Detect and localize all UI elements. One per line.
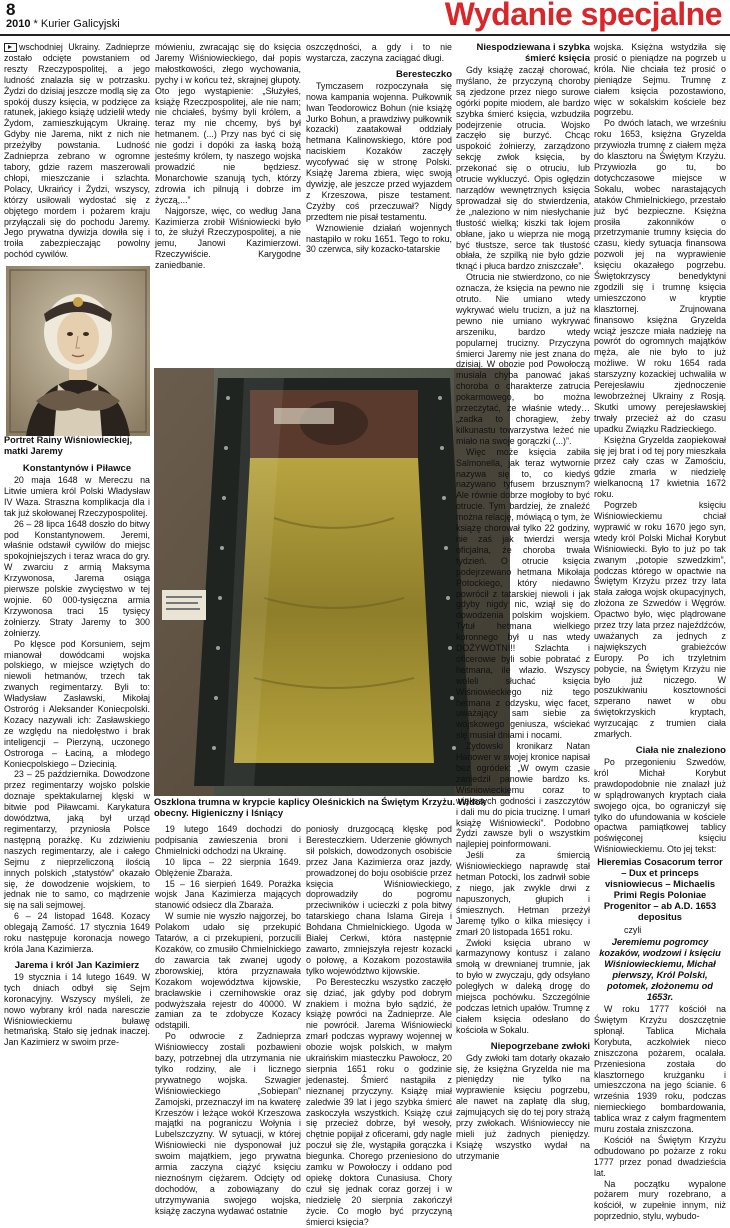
portrait-caption: Portret Rainy Wiśniowieckiej, matki Jaremy	[4, 435, 133, 456]
subheading: Jarema i król Jan Kazimierz	[14, 959, 140, 971]
paragraph: Po przegonieniu Szwedów, król Michał Korybut prawdopodobnie nie znalazł już w splądrowanych kryptach ciała swojego ojca, bo ograniczył się tylko do ufundowania w kościele opactwa pamiątkowej tablicy poświęconej księciu Wiśniowieckiemu. Oto jej tekst:	[594, 757, 726, 855]
paragraph: Więc może księcia zabiła Salmonella, jak teraz wytwornie nazywa się to, co kiedyś nazywano tyfusem brzusznym? Ale równie dobrze mogłoby to być otrucie. Tym bardziej, że znaleźć można relację, mówiącą o tym, że książę chorował tylko 22 godziny, nie zaś jak twierdzi wersja oficjalna, że choroba trwała tydzień. O otrucie księcia podejrzewano hetmana Mikołaja Potockiego, który niedawno powrócił z tatarskiej niewoli i jak gdyby nigdy nic, wziął się do dowodzenia polskim wojskiem. Tytuł hetmana wielkiego koronnego był u nas wtedy DOŻYWOTNI!! Szlachta i oficerowie byli sobie pobratać z hetmana, ile wlazło. Wszyscy woleli słuchać księcia Wiśniowieckiego niż tego hetmana z odzysku, więc facet, uważający sam siebie za wojskowego geniusza, wściekać się musiał dniami i nocami.	[456, 446, 590, 741]
paragraph: 26 – 28 lipca 1648 doszło do bitwy pod Konstantynowem. Jeremi, właśnie odstawił cywilów do miejsc spokojniejszych i teraz wraca do gry. W zwarciu z armią Maksyma Krzywonosa, Jarema osiąga pierwsze polskie zwycięstwo w tej wojnie. 60 000-tysięczna armia Krzywonosa traci 15 tysięcy żołnierzy. Straty Jaremy to 300 żołnierzy.	[4, 518, 150, 638]
paragraph: W sumie nie wyszło najgorzej, bo Polakom udało się przekupić Tatarów, a ci przekupieni, porzucili Kozaków, co zmusiło Chmielnickiego do zawarcia tak zwanej ugody zborowskiej, która przyznawała Kozakom województwa kijowskie, bracławskie i czernihowskie oraz podwyższała rejestr do 40000. W zamian za te zdobycze Kozacy odstąpili.	[155, 911, 301, 1031]
paragraph: 23 – 25 października. Dowodzone przez regimentarzy wojsko polskie doznaje spektakularnej klęski w bitwie pod Piławcami. Karykatura dowództwa, jaką był urząd regimentarzy, przyniosła Polsce następną porażkę. Ku zdziwieniu naszych regimentarzy, ale i całego Sejmu z nieprzeliczoną ilością innych polskich „statystów” okazało się, że dowodzenie wojskiem, to jednak nie to samo, co mądrzenie się na sali sejmowej.	[4, 769, 150, 911]
latin-inscription: Hieremias Cosacorum terror – Dux et princeps visniowiecus – Michaelis Primi Regis Poloniae Progenitor – ab A.D. 1653 depositus	[597, 857, 723, 923]
subheading: Konstantynów i Piławce	[22, 463, 132, 474]
subheading: Niespodziewana i szybka śmierć księcia	[476, 42, 590, 64]
column-3-top	[306, 42, 452, 364]
paragraph: Gdy książę zaczął chorować, myślano, że przyczyną choroby są zjedzone przez niego surowe ogórki popite miodem, ale bardzo szybka śmierć księcia, wzbudziła podejrzenie otrucia. Wojsko zaczęło się burzyć. Chcąc uspokoić żołnierzy, zarządzono sekcję zwłok księcia, by przekonać się o otruciu, lub otrucie wykluczyć. Opis ogłędzin narządów wewnętrznych księcia sprowadzał się do stwierdzenia, że „naleziono w nim niesłychanie tłustość wielką; kiszki tak łojem obłane, jako u wieprza nie mogą być tłustsze, serce tak tłustość obłała, że szpilką nie było gdzie tknąć i płuca bardzo zniszczałe”.	[456, 65, 590, 272]
paragraph: wschodniej Ukrainy. Zadnieprze zostało odcięte powstaniem od reszty Rzeczypospolitej, a jego ludność znalazła się w potrzasku. Żydzi do dzisiaj jeszcze modlą się za spokój duszy księcia, w podzięce za ratunek, jakiego książę udzielił wtedy Żydom, zamieszkującym Ukrainę. Gdyby nie Jarema, nikt z nich nie przeżyłby powstania. Ludność Zadnieprza zebrano w ogromne tabory, gdzie razem maszerowali chłopi, mieszczanie i szlachta. Polacy, Ukraińcy i Żydzi, wszyscy, którzy usiłowali wydostać się z objętego mordem i pożarem kraju przyłączali się do pochodu Jaremy. Jego prywatna dywizja dowiła się i troiła zabezpieczając powolny pochód cywilów.	[4, 42, 150, 260]
subheading: Ciała nie znaleziono	[635, 745, 726, 756]
header-rule	[0, 34, 730, 36]
paragraph: Zwłoki księcia ubrano w karmazynowy kontusz i zalano smołą w drewnianej trumnie, jak to było w zwyczaju, gdy odsyłano poległych w daleką drogę do miejsca pochówku. Szczególnie podczas letnich upałów. Trumnę z ciałem księcia odesłano do kościoła w Sokalu.	[456, 937, 590, 1035]
paragraph: Otrucia nie stwierdzono, co nie oznacza, że księcia na pewno nie otruto. Nie umiano wtedy wykrywać wielu trucizn, a już na pewno nie umiano wykrywać arszeniku, bardzo wtedy popularnej trucizny. Przyczyna śmierci Jaremy nie jest znana do dzisiaj. W obozie pod Powołoczą musiała chyba panować jakaś choroba o charakterze zatrucia pokarmowego, bo można przeczytać, że właśnie wtedy… „zadka to choragiew, żeby kilkunastu towarzystwa leżeć nie miało na swoje gorączki (...)”.	[456, 272, 590, 446]
paragraph: Jeśli za śmiercią Wiśniowieckiego naprawdę stał hetman Potocki, los zadrwił sobie z niego, jak zwykle drwi z napuszonych, głupich i śmiesznych. Hetman przeżył Jaremę tylko o kilka miesięcy i zmarł 20 listopada 1651 roku.	[456, 850, 590, 937]
paragraph: W roku 1777 kościół na Świętym Krzyżu doszczętnie spłonął. Tablica Michała Korybuta, aczkolwiek nieco zniszczona pożarem, ocalała. Przeniesiona została do klasztornego krużganku i umieszczona na jego ścianie. 6 września 1939 roku, podczas niemieckiego bombardowania, tablica wraz z całym fragmentem muru została zniszczona.	[594, 1004, 726, 1135]
paragraph: Po dwóch latach, we wrześniu roku 1653, księżna Gryzelda przywiozła trumnę z ciałem męża do klasztoru na Świętym Krzyżu. Przywiozła go tu, bo dotychczasowe miejsce w Sokalu, wobec narastających ataków Chmielnickiego, przestało już być bezpieczne. Księżna prosiła zakonników o przetrzymanie trumny księcia do czasu, kiedy sytuacja finansowa pozwoli jej na wyprawienie księciu okazałego pogrzebu. Świętokrzyscy benedyktyni zgodzili się i trumnę księcia umieszczono w kryptie klasztornej. Zrujnowana finansowo księżna Gryzelda wciąż jeszcze miała nadzieję na powrót do ogromnych majątków męża, ale nie było to już możliwe. W roku 1654 rada starszyzny kozackiej uchwaliła w Perejesławiu zjednoczenie lewobrzeżnej Ukrainy z Rosją. Skutki umowy perejesławskiej trwały przecież aż do czasu upadku Związku Radzieckiego.	[594, 118, 726, 434]
paragraph: Na początku wypalone pożarem mury rozebrano, a kościół, w zupełnie innym, niż poprzednio, stylu, wybudo-	[594, 1178, 726, 1222]
paragraph: czyli	[624, 925, 642, 936]
paragraph: Po odwrocie z Zadnieprza Wiśniowieccy zostali pozbawieni bazy, potrzebnej dla utrzymania nie tylko rodziny, ale i licznego prywatnego wojska. Szwagier Wiśniowieckiego „Sobiepan” Zamojski, przeznaczył im na kwaterę Krzeszów i leżące wokół Krzeszowa majątki na pograniczu Wołynia i Lubelszczyzny. W sytuacji, w której Wiśniowiecki nie dysponował już swoim majątkiem, jego prywatna armia zaczyna ciążyć księciu nieznośnym ciężarem. Odcięty od dochodów, a zobowiązany do utrzymywania swojego wojska, książę zaczyna wydawać ostatnie	[155, 1031, 301, 1216]
column-2-top	[155, 42, 301, 364]
inscription-translation: Jeremiemu pogromcy kozaków, wodzowi i księciu Wiśniowieckiemu, Michał pierwszy, Król Polski, potomek, złożonemu od 1653r.	[599, 937, 721, 1003]
photo-caption: Oszklona trumna w krypcie kaplicy Oleśnickich na Świętym Krzyżu. Widok obecny. Higieniczny i lśniący	[154, 796, 486, 818]
column-1-top	[4, 42, 150, 267]
paragraph: mówieniu, zwracając się do księcia Jaremy Wiśniowieckiego, dał popis małostkowości, złego wychowania, pychy i w końcu też, skrajnej głupoty. Oto jego wystąpienie: „Służyłeś, książę Rzeczpospolitej, ale nie nam; nie chciałeś, byśmy byli królem, a teraz my nie chcemy, byś był hetmanem. (...) Przy nas być ci się nie godzi i dopóki za łaską bożą jesteśmy królem, ty naszego wojska prowadzić nie będziesz. Monarchowie szanują tych, którzy zdrowia ich pilnują i dobrze im życzą,...”	[155, 42, 301, 205]
paragraph: Wznowienie działań wojennych nastąpiło w roku 1651. Tego to roku, 30 czerwca, siły kozacko-tatarskie	[306, 222, 452, 255]
paragraph: wojska. Księżna wstydziła się prosić o pieniądze na pogrzeb u króla. Nie chciała też prosić o pieniądze Sejmu. Trumnę z ciałem księcia pozostawiono, więc w sokalskim kościele bez pogrzebu.	[594, 42, 726, 118]
column-2-bottom	[155, 824, 301, 1216]
subheading: Niepogrzebane zwłoki	[490, 1040, 590, 1052]
paragraph: Zydowski kronikarz Natan Hanower w swojej kronice napisał bez ogródek: „W owym czasie zaniedził panowie bardzo ks. Wiśniowieckiemu coraz to większych godności i zaszczytów i dali mu do picia truciznę. I umarł książę Wiśniowiecki”. Podobno Żydzi zawsze byli o wszystkim najlepiej poinformowani.	[456, 741, 590, 850]
paragraph: 19 lutego 1649 dochodzi do podpisania zawieszenia broni i Chmielnicki odchodzi na Ukrainę.	[155, 824, 301, 856]
page-number: 8	[6, 0, 16, 19]
paragraph: Tymczasem rozpoczynała się nowa kampania wojenna. Pułkownik Iwan Teodorowicz Bohun (nie książę Jurko Bohun, a prawdziwy pułkownik kozacki) zaatakował oddziały hetmana Kalinowskiego, które pod naciskiem Kozaków zaczęły wycofywać się w stronę Polski. Książę Jarema zbiera, więc swoją dywizję, ale jeszcze przed wyjazdem z Krzeszowa, pisze testament. Czyżby coś przeczuwał? Nigdy przedtem nie pisał testamentu.	[306, 80, 452, 222]
paragraph: oszczędności, a gdy i to nie wystarcza, zaczyna zaciągać długi.	[306, 42, 452, 63]
column-5	[594, 42, 726, 1222]
paragraph: 20 maja 1648 w Mereczu na Litwie umiera król Polski Władysław IV Waza. Straszna komplikacja dla i tak już skołowanej Rzeczypospolitej.	[4, 475, 150, 518]
paragraph: poniosły druzgocącą klęskę pod Beresteczkiem. Uderzenie głównych sił polskich, dowodzonych osobiście przez Jana Kazimierza oraz jazdy, prowadzonej do boju osobiście przez księcia Wiśniowieckiego, doprowadziły do pogromu przeciwników i ucieczki z pola bitwy tatarskiego chana Islama Gireja i Bohdana Chmielnickiego. Ugoda w Białej Cerkwi, która następnie zawarto, zmniejszyła rejestr kozacki o połowę, a Kozakom pozostawiła tylko województwo kijowskie.	[306, 824, 452, 976]
column-3-bottom	[306, 824, 452, 1227]
paragraph: Kościół na Świętym Krzyżu odbudowano po pożarze z roku 1777 przez ponad dwadzieścia lat.	[594, 1134, 726, 1178]
publication-name: * Kurier Galicyjski	[30, 18, 120, 30]
paragraph: Najgorsze, więc, co według Jana Kazimierza zrobił Wiśniowiecki było to, że służył Rzeczypospolitej, a nie jemu, Janowi Kazimierzowi. Rzeczywiście. Karygodne zaniedbanie.	[155, 205, 301, 271]
subheading: Beresteczko	[396, 68, 452, 80]
paragraph: 15 – 16 sierpień 1649. Porażka wojsk Jana Kazimierza mających stanowić odsiecz dla Zbaraża.	[155, 878, 301, 911]
paragraph: Po klęsce pod Korsuniem, sejm mianował dowódcami wojska polskiego, w miejsce wziętych do niewoli hetmanów, trzech tak zwanych regimentarzy. Byli to: Władysław Zasławski, Mikołaj Ostroróg i Aleksander Koniecpolski. Kozacy nazywali ich: Zasławskiego ze względu na niedołęstwo i brak inteligencji – Pierzyną, uczonego Ostroroga – Łaciną, a młodego Koniecpolskiego – Dziecinią.	[4, 638, 150, 769]
column-1-bottom	[4, 458, 150, 1103]
paragraph: Księżna Gryzelda zaopiekował się jej brat i od tej pory mieszkała przez cały czas w Zamościu, gdzie zmarła w niedzielę wielkanocną 17 kwietnia 1672 roku.	[594, 434, 726, 500]
portrait-image	[6, 266, 150, 436]
paragraph: Pogrzeb księciu Wiśniowieckiemu chciał wyprawić w roku 1670 jego syn, wtedy król Polski Michał Korybut Wiśniowiecki. Było to już po tak zwanym „potopie szwedzkim”, podczas którego w opactwie na Świętym Krzyżu przez trzy lata stała załoga wojsk okupacyjnych, złożona ze Szwedów i Węgrów. Opactwo było, więc plądrowane przez trzy lata przez najeźdźców, uważanych za jednych z największych grabieżców Europy. Po ich trzyletnim pobycie, na Świętym Krzyżu nie było już niczego. W poszukiwaniu kosztowności szperano nawet w obu świętokrzyskich kryptach, wyrzucając z trumien ciała zmarłych.	[594, 500, 726, 740]
issue-line	[6, 18, 120, 30]
continuation-arrow-icon	[4, 43, 17, 52]
paragraph: 6 – 24 listopad 1648. Kozacy oblegają Zamość. 17 stycznia 1649 roku następuje koronacja nowego króla Jana Kazimierza.	[4, 911, 150, 954]
paragraph: Po Beresteczku wszystko zaczęło się dziać, jak gdyby pod dobrym znakiem i można było sądzić, że książę powróci na Zadnieprze. Ale nie powrócił. Jarema Wiśniowiecki zmarł podczas wyprawy wojennej w obozie wojsk polskich, w małym ukraińskim miasteczku Pawołocz, 20 sierpnia 1651 roku o godzinie jedenastej. Śmierć nastąpiła z nieznanej przyczyny. Książę miał zaledwie 39 lat i jego szybka śmierć zaskoczyła wszystkich. Książę czuł się przecież dobrze, był wesoły, chętnie popijał z oficerami, gdy nagle poczuł się źle, wystąpiła gorączka i biegunka. Choregο przeniesiono do zamku w Powołoczy i oddano pod opiekę doktora Cunasiusa. Chory czuł się jednak coraz gorzej i w niedzielę 20 sierpnia zakończył życie. Co mogło być przyczyną śmierci księcia?	[306, 976, 452, 1227]
section-title: Wydanie specjalne	[444, 0, 722, 32]
column-4	[456, 42, 590, 1161]
issue-year: 2010	[6, 18, 31, 30]
paragraph: 10 lipca – 22 sierpnia 1649. Oblężenie Zbaraża.	[155, 856, 301, 878]
paragraph: Gdy zwłoki tam dotarły okazało się, że księżna Gryzelda nie ma pieniędzy nie tylko na wyprawienie księciu pogrzebu, ale nawet na zapłatę dla sług, zajmujących się do tej pory strażą przy zwłokach. Wiśniowieccy nie mieli już żadnych pieniędzy. Książę wszystko wydał na utrzymanie	[456, 1052, 590, 1161]
paragraph: 19 stycznia i 14 lutego 1649. W tych dniach odbył się Sejm koronacyjny. Wszyscy myśleli, że nowo wybrany król nada naresczie Wiśniowieckiemu buławę hetmańską. Stało się jednak inaczej. Jan Kazimierz w swoim prze-	[4, 971, 150, 1048]
